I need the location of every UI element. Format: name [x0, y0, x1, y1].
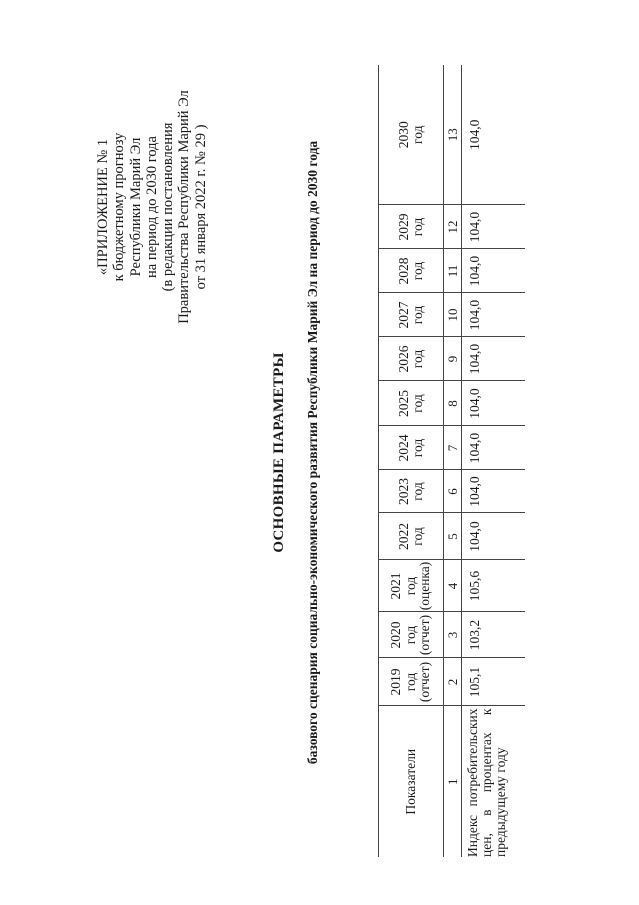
column-number: 3 — [444, 612, 462, 658]
year-note: (отчет) — [417, 614, 433, 656]
indicator-label: Индекс потребительских цен, в процентах к предыдущему году — [462, 706, 526, 857]
year-note: (оценка) — [417, 561, 433, 611]
value-cell: 104,0 — [462, 293, 526, 337]
column-number: 8 — [444, 381, 462, 426]
value-cell: 104,0 — [462, 65, 526, 205]
column-number: 12 — [444, 205, 462, 249]
appendix-line: Правительства Республики Марий Эл — [176, 90, 193, 324]
year-unit: год — [410, 349, 425, 369]
year-header-2023 — [379, 470, 444, 513]
year: 2019 — [388, 668, 404, 696]
year-unit: год — [410, 261, 425, 281]
year-unit: год — [410, 527, 425, 546]
year-note: (отчет) — [417, 661, 433, 703]
year-header-2027 — [379, 293, 444, 337]
column-number: 1 — [444, 706, 462, 857]
year-unit: год — [410, 217, 425, 237]
appendix-line: от 31 января 2022 г. № 29 ) — [192, 124, 209, 290]
column-number: 4 — [444, 560, 462, 612]
column-number: 10 — [444, 293, 462, 337]
year-header-2026 — [379, 337, 444, 381]
value-cell: 104,0 — [462, 337, 526, 381]
value-cell: 103,2 — [462, 612, 526, 658]
year: 2029 — [395, 213, 411, 241]
year: 2026 — [395, 345, 411, 373]
year-unit: год — [410, 482, 425, 501]
column-number: 9 — [444, 337, 462, 381]
indicator-header: Показатели — [379, 706, 444, 857]
column-number-row — [444, 65, 462, 857]
year: 2025 — [395, 390, 411, 417]
year-unit: год — [410, 125, 425, 144]
column-number: 6 — [444, 470, 462, 513]
parameters-table — [378, 65, 525, 857]
appendix-line: (в редакции постановления — [160, 122, 177, 292]
year: 2020 — [388, 621, 404, 649]
document-subtitle: базового сценария социально-экономического развития Республики Марий Эл на период до 2030 года — [305, 140, 320, 765]
appendix-line: «ПРИЛОЖЕНИЕ № 1 — [95, 138, 111, 276]
appendix-line: Республики Марий Эл — [127, 137, 144, 277]
year-header-2020 — [379, 612, 444, 658]
year: 2023 — [395, 478, 411, 505]
year-unit: год — [402, 576, 418, 596]
year: 2024 — [395, 434, 411, 462]
year-unit: год — [402, 625, 418, 645]
value-cell: 104,0 — [462, 249, 526, 293]
year-header-2024 — [379, 426, 444, 470]
table-header-row — [379, 65, 444, 857]
year-header-2029 — [379, 205, 444, 249]
value-cell: 105,1 — [462, 658, 526, 706]
column-number: 2 — [444, 658, 462, 706]
column-number: 11 — [444, 249, 462, 293]
year-header-2019 — [379, 658, 444, 706]
value-cell: 104,0 — [462, 381, 526, 426]
value-cell: 104,0 — [462, 470, 526, 513]
year-unit: год — [402, 672, 418, 692]
year-header-2021 — [379, 560, 444, 612]
appendix-line: к бюджетному прогнозу — [111, 132, 128, 282]
document-title: ОСНОВНЫЕ ПАРАМЕТРЫ — [271, 352, 287, 553]
appendix-block — [95, 77, 209, 337]
year-header-2025 — [379, 381, 444, 426]
year-header-2028 — [379, 249, 444, 293]
column-number: 5 — [444, 513, 462, 560]
value-cell: 104,0 — [462, 426, 526, 470]
year-unit: год — [410, 438, 425, 458]
year-header-2022 — [379, 513, 444, 560]
value-cell: 104,0 — [462, 513, 526, 560]
year-header-2030 — [379, 65, 444, 205]
value-cell: 104,0 — [462, 205, 526, 249]
year: 2021 — [388, 572, 404, 600]
value-cell: 105,6 — [462, 560, 526, 612]
column-number: 7 — [444, 426, 462, 470]
appendix-line: на период до 2030 года — [143, 136, 160, 278]
year: 2028 — [395, 257, 411, 285]
year-unit: год — [410, 305, 425, 325]
year: 2027 — [395, 301, 411, 329]
column-number: 13 — [444, 65, 462, 205]
year: 2030 — [395, 121, 411, 149]
year: 2022 — [395, 523, 411, 550]
year-unit: год — [410, 394, 425, 413]
table-row — [462, 65, 526, 857]
